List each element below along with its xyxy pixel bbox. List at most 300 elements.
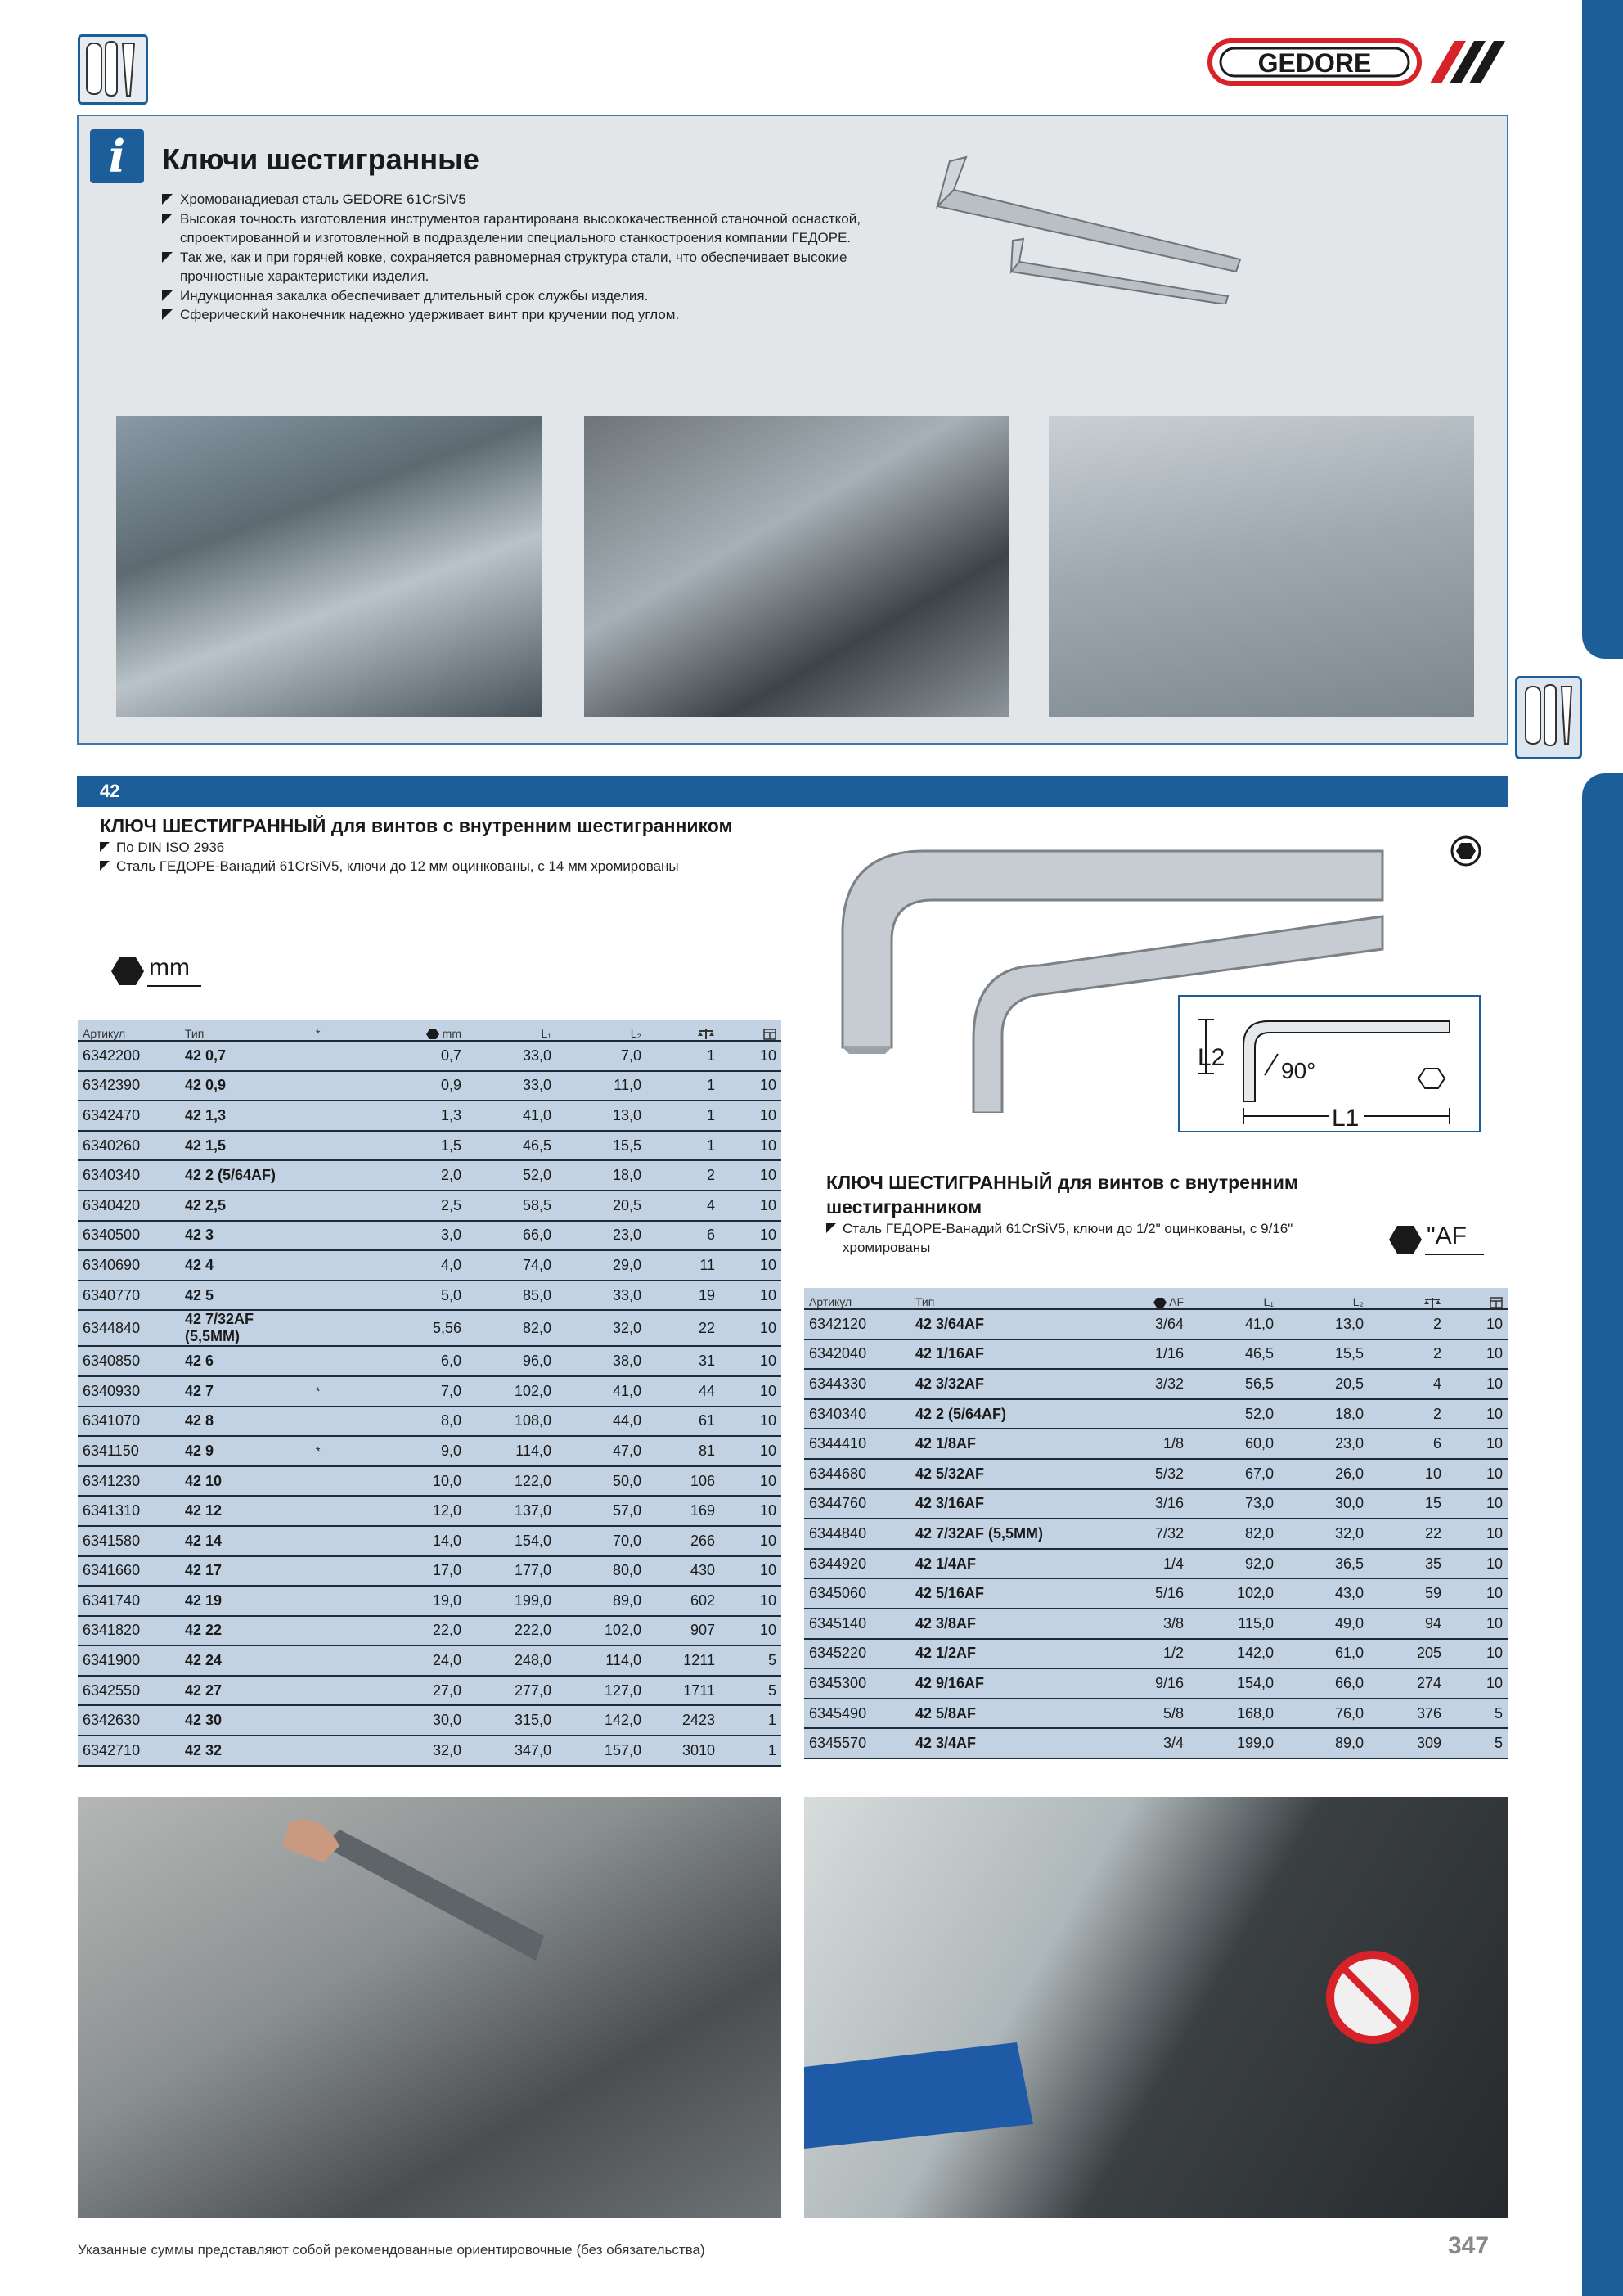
table-cell: 9/16 [1086,1668,1189,1699]
table-cell: 56,5 [1189,1369,1279,1399]
table-cell: 6340420 [78,1191,180,1221]
table-cell: 142,0 [556,1705,646,1736]
table-cell: 6341900 [78,1645,180,1676]
table-cell: 6342630 [78,1705,180,1736]
col-star: * [311,1020,360,1041]
table-cell: 46,5 [466,1131,556,1161]
table-row [804,1489,1508,1519]
table-cell: 33,0 [466,1071,556,1101]
col-article: Артикул [804,1288,910,1309]
table-row [78,1645,781,1676]
table-cell: 6 [646,1221,720,1251]
table-cell: 10 [1446,1429,1508,1459]
table-cell: 6345220 [804,1639,910,1669]
table-cell: 46,5 [1189,1339,1279,1370]
table-cell: 30,0 [360,1705,466,1736]
dim-angle-label: 90° [1281,1058,1316,1083]
table-cell: 127,0 [556,1676,646,1706]
table-cell: 10 [1446,1339,1508,1370]
table-cell: 6345300 [804,1668,910,1699]
table-cell: 106 [646,1466,720,1497]
table-cell: 32,0 [360,1736,466,1766]
spec-table-af [804,1288,1508,1759]
table-cell: 5 [720,1645,781,1676]
table-cell: 42 1/2AF [910,1639,1086,1669]
table-cell: 0,7 [360,1041,466,1071]
side-tools-icon[interactable] [1515,676,1582,759]
table-cell: 12,0 [360,1496,466,1526]
table-cell: 42 5/16AF [910,1578,1086,1609]
edge-tab-top [1582,0,1623,659]
product-af-title-rest: для винтов с внутренним шестигранником [826,1172,1298,1218]
table-cell: 42 9 [180,1436,311,1466]
table-cell [311,1496,360,1526]
table-cell: 169 [646,1496,720,1526]
table-cell: 2423 [646,1705,720,1736]
col-size-unit: AF [1169,1295,1184,1308]
table-cell: 10 [720,1071,781,1101]
table-cell: 5 [1446,1699,1508,1729]
table-cell: 70,0 [556,1526,646,1556]
table-cell: 42 3/16AF [910,1489,1086,1519]
table-cell: 66,0 [1279,1668,1369,1699]
table-cell: 42 5/32AF [910,1459,1086,1489]
hex-icon [426,1029,439,1039]
info-bullet: Индукционная закалка обеспечивает длительный срок службы изделия. [160,286,897,306]
table-row [78,1071,781,1101]
table-cell: 10 [720,1250,781,1281]
table-cell: 42 1,5 [180,1131,311,1161]
product-mm-bullet: Сталь ГЕДОРЕ-Ванадий 61CrSiV5, ключи до 12 мм оцинкованы, с 14 мм хромированы [98,857,802,876]
table-row [78,1131,781,1161]
table-cell: 108,0 [466,1407,556,1437]
table-cell [311,1466,360,1497]
table-cell: 17,0 [360,1556,466,1587]
table-cell: 347,0 [466,1736,556,1766]
product-mm-bullets [98,838,802,876]
table-cell: 1 [720,1705,781,1736]
factory-photo-machine [116,416,542,717]
table-cell: 10 [720,1496,781,1526]
table-cell: 35 [1369,1549,1446,1579]
table-row [78,1250,781,1281]
table-cell: * [311,1376,360,1407]
gedore-logo [1207,38,1507,87]
table-cell: 42 14 [180,1526,311,1556]
col-size [360,1020,466,1041]
table-cell: 42 3/8AF [910,1609,1086,1639]
table-cell: 22 [646,1310,720,1346]
table-row [78,1526,781,1556]
table-row [78,1310,781,1346]
col-weight [646,1020,720,1041]
category-tools-icon[interactable] [78,34,148,105]
table-row [78,1586,781,1616]
dim-l1-label: L1 [1332,1105,1360,1131]
col-size-unit: mm [442,1027,461,1040]
table-cell: 6340260 [78,1131,180,1161]
table-cell: 42 3/64AF [910,1309,1086,1339]
table-cell: 7/32 [1086,1519,1189,1549]
table-cell [311,1645,360,1676]
table-cell: 42 2 (5/64AF) [180,1160,311,1191]
table-cell: 42 19 [180,1586,311,1616]
table-cell: 49,0 [1279,1609,1369,1639]
table-cell: 6340340 [78,1160,180,1191]
table-row [78,1496,781,1526]
table-cell [311,1616,360,1646]
table-cell: 89,0 [1279,1728,1369,1758]
table-cell: 26,0 [1279,1459,1369,1489]
table-cell: 20,5 [1279,1369,1369,1399]
table-cell: 36,5 [1279,1549,1369,1579]
table-cell: 58,5 [466,1191,556,1221]
table-cell [311,1250,360,1281]
table-cell: 31 [646,1346,720,1376]
factory-photo-tooling [584,416,1009,717]
table-cell: 11,0 [556,1071,646,1101]
table-cell: 3/16 [1086,1489,1189,1519]
table-cell: 67,0 [1189,1459,1279,1489]
table-cell: 1 [720,1736,781,1766]
table-cell: 2 [1369,1339,1446,1370]
col-pack [720,1020,781,1041]
table-cell: 15,5 [1279,1339,1369,1370]
unit-label-af: "AF [1427,1222,1467,1249]
table-cell: 42 0,9 [180,1071,311,1101]
table-cell: 10 [720,1466,781,1497]
table-cell: 42 7 [180,1376,311,1407]
table-cell: 6344410 [804,1429,910,1459]
table-cell: 6340850 [78,1346,180,1376]
table-cell: 122,0 [466,1466,556,1497]
table-cell: 41,0 [1189,1309,1279,1339]
table-cell: 430 [646,1556,720,1587]
table-cell: 27,0 [360,1676,466,1706]
table-cell: 4 [1369,1369,1446,1399]
table-cell: 6341580 [78,1526,180,1556]
table-cell: 10 [720,1160,781,1191]
table-row [78,1376,781,1407]
table-cell: 277,0 [466,1676,556,1706]
table-cell: 80,0 [556,1556,646,1587]
table-cell: 6342710 [78,1736,180,1766]
table-cell: 6344760 [804,1489,910,1519]
table-cell: 5 [720,1676,781,1706]
product-mm-bullet: По DIN ISO 2936 [98,838,802,857]
table-cell: 61 [646,1407,720,1437]
table-cell: 6344840 [804,1519,910,1549]
table-cell: 222,0 [466,1616,556,1646]
table-cell: 42 9/16AF [910,1668,1086,1699]
table-cell: 42 1/4AF [910,1549,1086,1579]
col-l1: L₁ [1189,1288,1279,1309]
table-cell: 42 7/32AF (5,5MM) [180,1310,311,1346]
table-cell: 10 [1446,1519,1508,1549]
table-cell: 13,0 [556,1101,646,1131]
table-cell: 18,0 [556,1160,646,1191]
col-l2: L₂ [556,1020,646,1041]
table-cell: 82,0 [466,1310,556,1346]
table-cell: 41,0 [556,1376,646,1407]
table-row [804,1609,1508,1639]
table-row [804,1549,1508,1579]
table-cell: 102,0 [556,1616,646,1646]
table-cell: 114,0 [556,1645,646,1676]
table-cell: 10 [1446,1609,1508,1639]
table-cell: 5/8 [1086,1699,1189,1729]
table-cell: 6344920 [804,1549,910,1579]
table-cell: 154,0 [1189,1668,1279,1699]
table-cell [311,1586,360,1616]
table-cell: 6341820 [78,1616,180,1646]
product-af-title-bold: КЛЮЧ ШЕСТИГРАННЫЙ [826,1172,1053,1193]
table-cell: 315,0 [466,1705,556,1736]
table-cell: 8,0 [360,1407,466,1437]
table-cell: 10 [1446,1549,1508,1579]
table-cell: 5/32 [1086,1459,1189,1489]
product-af-bullet: Сталь ГЕДОРЕ-Ванадий 61CrSiV5, ключи до 1/2" оцинкованы, с 9/16" хромированы [825,1219,1364,1257]
table-cell: 10 [1446,1639,1508,1669]
table-cell: 3010 [646,1736,720,1766]
table-cell: 137,0 [466,1496,556,1526]
table-cell [311,1131,360,1161]
table-cell: 6340770 [78,1281,180,1311]
table-cell: 5,56 [360,1310,466,1346]
table-cell: 1,3 [360,1101,466,1131]
table-cell: 41,0 [466,1101,556,1131]
table-row [804,1699,1508,1729]
footer-note: Указанные суммы представляют собой рекомендованные ориентировочные (без обязательства) [78,2242,705,2258]
table-cell: 6345490 [804,1699,910,1729]
table-cell: 2 [646,1160,720,1191]
table-cell: 10 [720,1131,781,1161]
table-cell: 42 5/8AF [910,1699,1086,1729]
table-cell: 6341070 [78,1407,180,1437]
table-cell: 6341310 [78,1496,180,1526]
table-cell: 42 1/8AF [910,1429,1086,1459]
table-cell: 205 [1369,1639,1446,1669]
table-cell: 42 7/32AF (5,5MM) [910,1519,1086,1549]
table-cell [1086,1399,1189,1429]
page-number: 347 [1448,2232,1490,2259]
pack-icon [763,1029,776,1040]
info-bullet: Сферический наконечник надежно удерживает винт при кручении под углом. [160,305,897,325]
table-cell: 114,0 [466,1436,556,1466]
table-row [78,1101,781,1131]
scale-icon [697,1029,715,1040]
table-cell: 6344330 [804,1369,910,1399]
col-size [1086,1288,1189,1309]
table-cell: 6341230 [78,1466,180,1497]
product-af-bullets [825,1219,1364,1257]
table-row [804,1339,1508,1370]
col-type: Тип [910,1288,1086,1309]
table-cell: 10,0 [360,1466,466,1497]
table-cell [311,1676,360,1706]
table-cell [311,1346,360,1376]
table-cell: 6345570 [804,1728,910,1758]
table-cell: 42 3/4AF [910,1728,1086,1758]
table-cell: 14,0 [360,1526,466,1556]
table-cell: 10 [720,1376,781,1407]
table-cell [311,1160,360,1191]
table-cell [311,1526,360,1556]
table-cell: 102,0 [1189,1578,1279,1609]
table-cell: 42 1,3 [180,1101,311,1131]
table-cell: 81 [646,1436,720,1466]
table-cell: 22,0 [360,1616,466,1646]
table-cell: 6342040 [804,1339,910,1370]
usage-photo-machine [78,1797,781,2218]
table-cell: 42 27 [180,1676,311,1706]
dimension-diagram [1178,995,1481,1132]
table-cell: 42 3/32AF [910,1369,1086,1399]
table-cell: 42 0,7 [180,1041,311,1071]
info-bullet: Хромованадиевая сталь GEDORE 61CrSiV5 [160,190,897,209]
table-cell: 20,5 [556,1191,646,1221]
table-row [78,1041,781,1071]
table-cell: 5/16 [1086,1578,1189,1609]
table-row [804,1668,1508,1699]
info-panel [77,115,1508,745]
table-cell: 5 [1446,1728,1508,1758]
table-cell: 6,0 [360,1346,466,1376]
table-cell: 15 [1369,1489,1446,1519]
table-cell: 42 30 [180,1705,311,1736]
table-cell: 157,0 [556,1736,646,1766]
table-cell: 10 [720,1041,781,1071]
table-cell: 94 [1369,1609,1446,1639]
table-cell: 6341740 [78,1586,180,1616]
table-cell: 6345060 [804,1578,910,1609]
unit-underline [1425,1254,1484,1255]
table-cell: 1 [646,1131,720,1161]
col-l1: L₁ [466,1020,556,1041]
unit-badge-af [1389,1222,1487,1255]
table-cell: 10 [720,1221,781,1251]
table-cell: 42 10 [180,1466,311,1497]
unit-underline [147,985,201,987]
col-article: Артикул [78,1020,180,1041]
table-cell: 52,0 [466,1160,556,1191]
table-cell: 10 [720,1346,781,1376]
table-cell: 10 [720,1101,781,1131]
table-cell: 1/16 [1086,1339,1189,1370]
table-cell: 10 [720,1407,781,1437]
table-cell: 92,0 [1189,1549,1279,1579]
table-cell: 2 [1369,1399,1446,1429]
table-row [804,1578,1508,1609]
table-cell: * [311,1436,360,1466]
table-cell: 42 24 [180,1645,311,1676]
table-cell: 13,0 [1279,1309,1369,1339]
info-bullet: Высокая точность изготовления инструментов гарантирована высококачественной станочной оснасткой, спроектированной и изготовленной в подразделении специального станкостроения компании ГЕДОРЕ. [160,209,897,248]
col-weight [1369,1288,1446,1309]
table-cell: 1211 [646,1645,720,1676]
table-row [804,1309,1508,1339]
table-cell: 33,0 [556,1281,646,1311]
table-cell: 24,0 [360,1645,466,1676]
table-row [804,1519,1508,1549]
table-cell: 6344680 [804,1459,910,1489]
table-cell: 1/8 [1086,1429,1189,1459]
table-cell: 10 [1446,1668,1508,1699]
table-cell: 42 3 [180,1221,311,1251]
table-cell: 10 [720,1586,781,1616]
table-cell: 10 [1446,1309,1508,1339]
section-bar [77,776,1508,807]
unit-badge-mm [111,954,209,987]
table-cell: 44 [646,1376,720,1407]
table-row [804,1639,1508,1669]
table-cell: 76,0 [1279,1699,1369,1729]
table-cell: 10 [720,1436,781,1466]
table-cell: 42 2,5 [180,1191,311,1221]
table-row [78,1346,781,1376]
table-cell: 10 [720,1281,781,1311]
table-cell: 10 [1369,1459,1446,1489]
table-cell: 10 [720,1310,781,1346]
table-cell: 1 [646,1041,720,1071]
col-pack [1446,1288,1508,1309]
table-row [78,1676,781,1706]
table-cell: 6342390 [78,1071,180,1101]
table-cell: 10 [720,1556,781,1587]
table-cell: 33,0 [466,1041,556,1071]
hex-icon [1389,1226,1422,1254]
table-cell: 1711 [646,1676,720,1706]
table-row [804,1429,1508,1459]
table-cell: 19 [646,1281,720,1311]
table-cell: 6340500 [78,1221,180,1251]
table-row [804,1459,1508,1489]
table-cell: 59 [1369,1578,1446,1609]
table-cell: 3/8 [1086,1609,1189,1639]
table-cell: 199,0 [466,1586,556,1616]
table-cell [311,1221,360,1251]
product-mm-title-rest: для винтов с внутренним шестигранником [326,815,733,836]
table-cell: 15,5 [556,1131,646,1161]
table-cell: 9,0 [360,1436,466,1466]
table-row [78,1705,781,1736]
table-cell: 89,0 [556,1586,646,1616]
table-cell: 199,0 [1189,1728,1279,1758]
table-cell: 10 [1446,1369,1508,1399]
table-cell: 10 [1446,1399,1508,1429]
table-cell: 57,0 [556,1496,646,1526]
table-cell: 1,5 [360,1131,466,1161]
table-cell: 3/32 [1086,1369,1189,1399]
table-row [78,1436,781,1466]
table-cell: 32,0 [556,1310,646,1346]
table-cell: 61,0 [1279,1639,1369,1669]
table-cell [311,1556,360,1587]
table-cell: 47,0 [556,1436,646,1466]
table-row [78,1466,781,1497]
section-number: 42 [100,781,120,801]
table-cell: 177,0 [466,1556,556,1587]
table-cell: 6342550 [78,1676,180,1706]
table-cell: 10 [1446,1459,1508,1489]
table-cell: 1/4 [1086,1549,1189,1579]
table-row [78,1191,781,1221]
scale-icon [1423,1297,1441,1308]
table-cell: 2,5 [360,1191,466,1221]
table-cell: 602 [646,1586,720,1616]
table-row [78,1556,781,1587]
table-cell: 42 32 [180,1736,311,1766]
